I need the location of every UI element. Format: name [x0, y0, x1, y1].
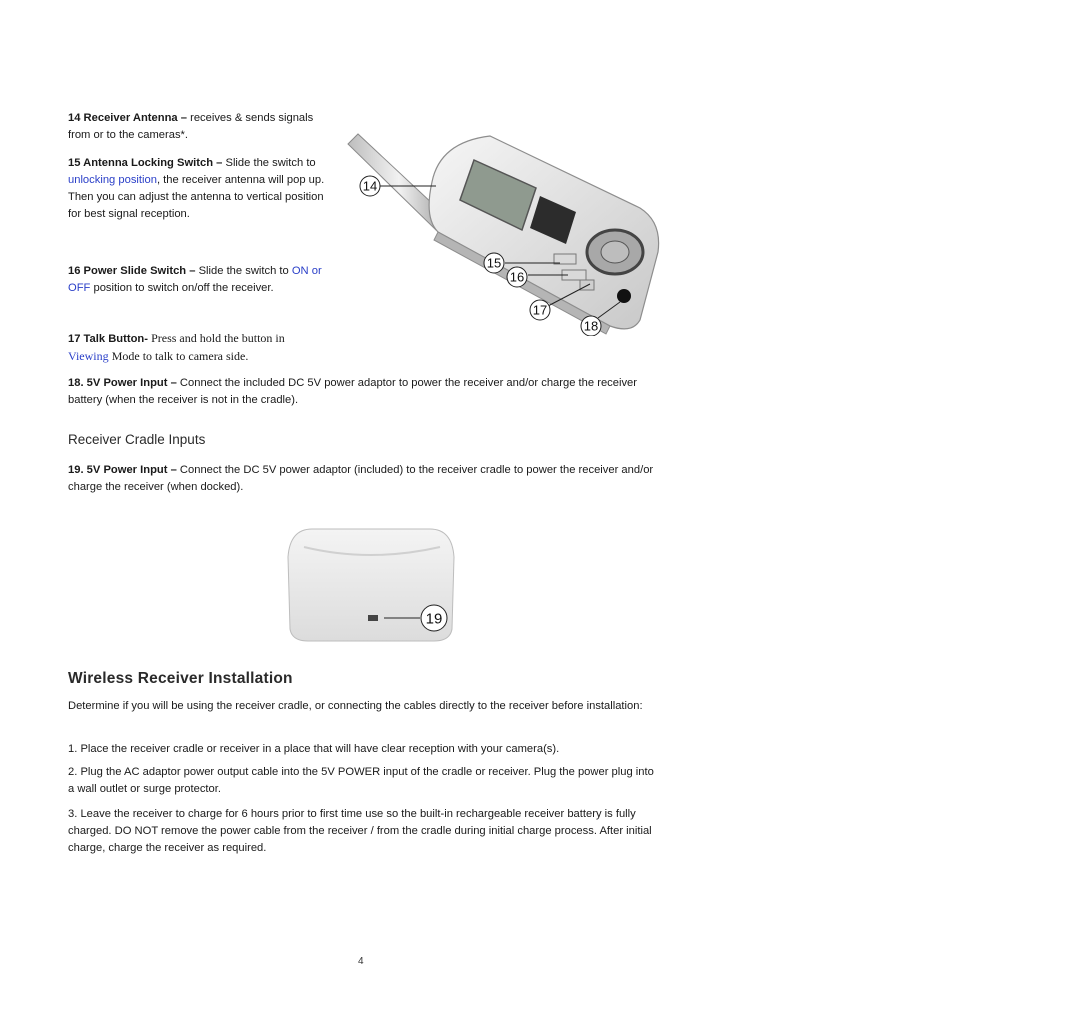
- item-17-pre: Press and hold the button in: [151, 331, 285, 345]
- item-16-title: 16 Power Slide Switch –: [68, 265, 196, 277]
- svg-text:16: 16: [509, 269, 525, 285]
- item-17-title: 17 Talk Button-: [68, 333, 148, 345]
- item-17: [68, 330, 323, 366]
- item-14: [68, 110, 318, 144]
- callout-18: [581, 316, 601, 336]
- item-15: [68, 155, 328, 223]
- installation-heading: Wireless Receiver Installation: [68, 670, 293, 687]
- installation-step-1: 1. Place the receiver cradle or receiver in a place that will have clear reception with your camera(s).: [68, 743, 560, 755]
- item-15-highlight: unlocking position: [68, 174, 157, 186]
- item-18-title: 18. 5V Power Input –: [68, 377, 177, 389]
- item-18: [68, 375, 668, 409]
- item-19: [68, 462, 668, 496]
- callout-15: [484, 253, 504, 273]
- item-14-title: 14 Receiver Antenna –: [68, 112, 187, 124]
- svg-text:19: 19: [425, 610, 443, 628]
- item-16-post: position to switch on/off the receiver.: [93, 282, 274, 294]
- item-16-pre: Slide the switch to: [198, 265, 289, 277]
- callout-19: [421, 605, 447, 631]
- item-14-text: receives & sends signals from or to the cameras*.: [68, 112, 314, 141]
- svg-text:15: 15: [486, 255, 502, 271]
- callout-14: [360, 176, 380, 196]
- callout-16: [507, 267, 527, 287]
- item-17-highlight: Viewing: [68, 349, 109, 363]
- installation-step-2: 2. Plug the AC adaptor power output cable into the 5V POWER input of the cradle or receiver. Plug the power plug into a wall outlet or surge protector.: [68, 766, 654, 795]
- cradle-photo: [284, 517, 464, 647]
- item-16: [68, 263, 326, 297]
- installation-intro: Determine if you will be using the receiver cradle, or connecting the cables directly to the receiver before installation:: [68, 700, 643, 712]
- item-17-post: Mode to talk to camera side.: [111, 349, 249, 363]
- svg-text:17: 17: [532, 302, 548, 318]
- installation-step-3: 3. Leave the receiver to charge for 6 hours prior to first time use so the built-in rechargeable receiver battery is fully charged. DO NOT remove the power cable from the receiver / from the cradle during initial charge process. After initial charge, charge the receiver as required.: [68, 808, 652, 854]
- cradle-heading: Receiver Cradle Inputs: [68, 432, 206, 447]
- item-16-highlight: ON or OFF: [68, 265, 322, 294]
- receiver-photo: [340, 112, 686, 336]
- item-18-text: Connect the included DC 5V power adaptor to power the receiver and/or charge the receiver battery (when the receiver is not in the cradle).: [68, 377, 638, 406]
- item-15-post: , the receiver antenna will pop up. Then you can adjust the antenna to vertical position for best signal reception.: [68, 174, 325, 220]
- svg-text:14: 14: [362, 178, 378, 194]
- callout-17: [530, 300, 550, 320]
- page-number: 4: [358, 956, 364, 967]
- item-19-title: 19. 5V Power Input –: [68, 464, 177, 476]
- item-15-title: 15 Antenna Locking Switch –: [68, 157, 223, 169]
- item-19-text: Connect the DC 5V power adaptor (included) to the receiver cradle to power the receiver and/or charge the receiver (when docked).: [68, 464, 654, 493]
- svg-text:18: 18: [583, 318, 599, 334]
- item-15-pre: Slide the switch to: [225, 157, 316, 169]
